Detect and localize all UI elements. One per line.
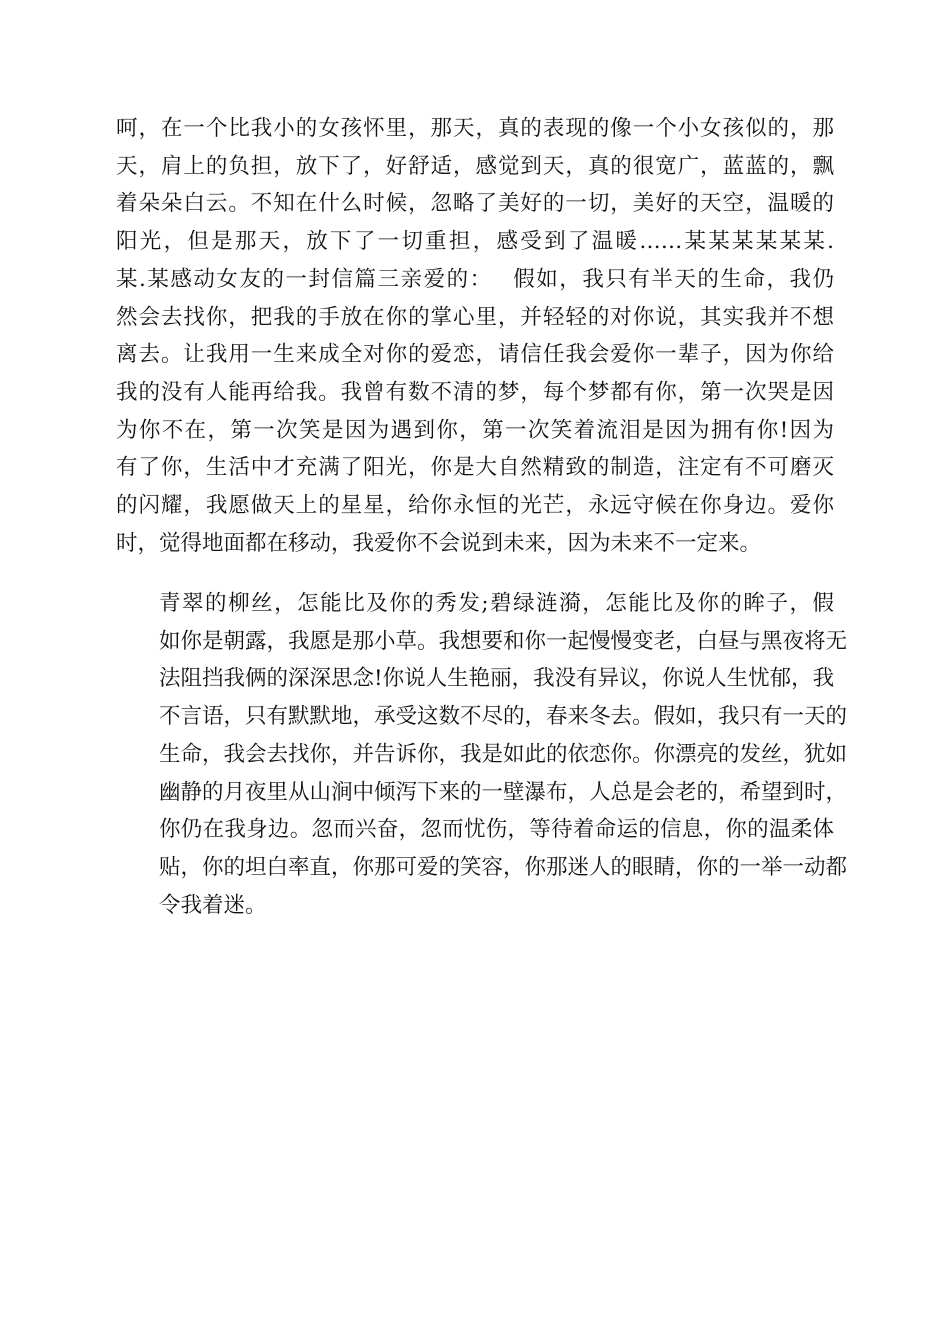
paragraph-line: 生命，我会去找你，并告诉你，我是如此的依恋你。你漂亮的发丝，犹如 [159,741,848,767]
paragraph-line: 某.某感动女友的一封信篇三亲爱的： 假如，我只有半天的生命，我仍 [116,266,834,292]
paragraph-line: 时，觉得地面都在移动，我爱你不会说到未来，因为未来不一定来。 [116,530,762,556]
paragraph-line: 令我着迷。 [159,892,267,918]
paragraph-line: 的闪耀，我愿做天上的星星，给你永恒的光芒，永远守候在你身边。爱你 [116,493,834,519]
paragraph-line: 天，肩上的负担，放下了，好舒适，感觉到天，真的很宽广，蓝蓝的，飘 [116,153,834,179]
paragraph-2 [116,585,848,924]
paragraph-line: 着朵朵白云。不知在什么时候，忽略了美好的一切，美好的天空，温暖的 [116,191,834,217]
paragraph-line: 贴，你的坦白率直，你那可爱的笑容，你那迷人的眼睛，你的一举一动都 [159,854,848,880]
paragraph-1 [116,110,834,562]
paragraph-line: 青翠的柳丝，怎能比及你的秀发;碧绿涟漪，怎能比及你的眸子，假 [159,591,834,616]
paragraph-line: 阳光，但是那天，放下了一切重担，感受到了温暖……某某某某某某. [116,229,834,255]
paragraph-line: 我的没有人能再给我。我曾有数不清的梦，每个梦都有你，第一次哭是因 [116,379,834,405]
paragraph-line: 你仍在我身边。忽而兴奋，忽而忧伤，等待着命运的信息，你的温柔体 [159,817,834,843]
paragraph-line: 有了你，生活中才充满了阳光，你是大自然精致的制造，注定有不可磨灭 [116,455,834,481]
paragraph-line: 不言语，只有默默地，承受这数不尽的，春来冬去。假如，我只有一天的 [159,704,848,730]
paragraph-line: 法阻挡我俩的深深思念!你说人生艳丽，我没有异议，你说人生忧郁，我 [159,666,835,692]
paragraph-line: 呵，在一个比我小的女孩怀里，那天，真的表现的像一个小女孩似的，那 [116,116,834,141]
paragraph-line: 幽静的月夜里从山涧中倾泻下来的一壁瀑布，人总是会老的，希望到时， [159,779,848,805]
paragraph-line: 然会去找你，把我的手放在你的掌心里，并轻轻的对你说，其实我并不想 [116,304,834,330]
paragraph-line: 如你是朝露，我愿是那小草。我想要和你一起慢慢变老，白昼与黑夜将无 [159,628,848,654]
paragraph-line: 为你不在，第一次笑是因为遇到你，第一次笑着流泪是因为拥有你!因为 [116,417,834,443]
paragraph-line: 离去。让我用一生来成全对你的爱恋，请信任我会爱你一辈子，因为你给 [116,342,834,368]
